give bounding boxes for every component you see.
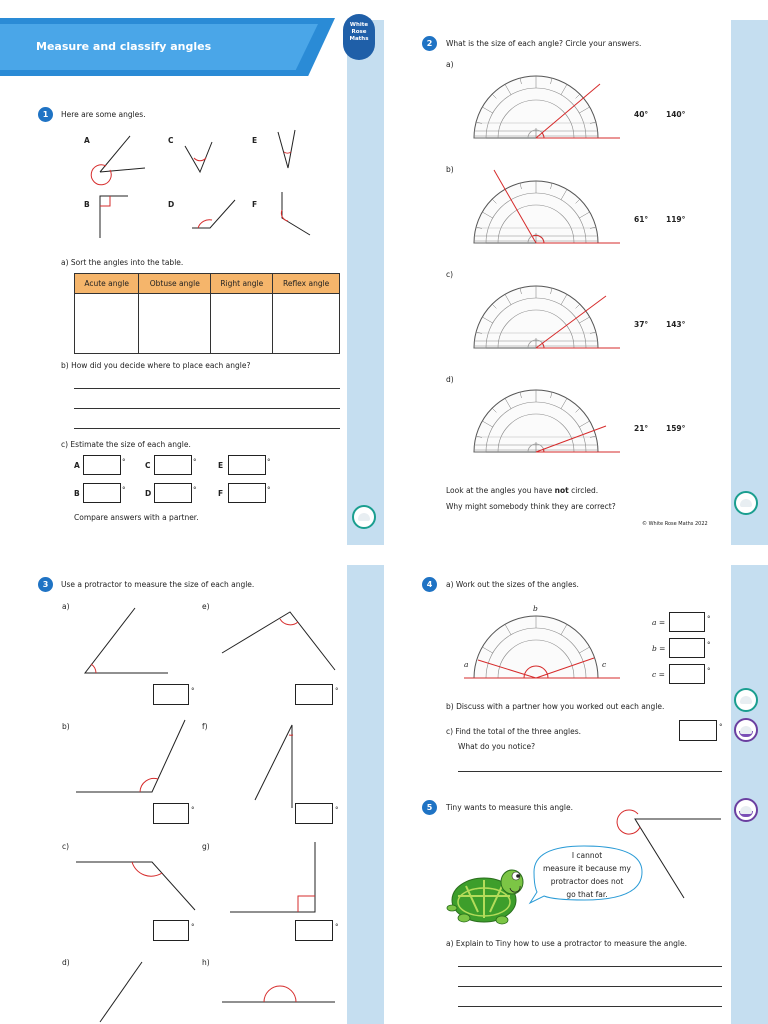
answer-box-c[interactable]	[153, 920, 189, 941]
diagram-label-a: a	[464, 660, 469, 669]
speech-text: I cannot measure it because my protractor does not go that far.	[542, 851, 631, 899]
degree-symbol: °	[191, 687, 195, 695]
page-title: Measure and classify angles	[36, 40, 212, 53]
question-number-1: 1	[38, 107, 53, 122]
q2-part-label: a)	[446, 60, 454, 69]
q4-part-a: a) Work out the sizes of the angles.	[446, 580, 579, 589]
q3-label-h: h)	[202, 958, 210, 967]
q1-part-c: c) Estimate the size of each angle.	[61, 440, 191, 449]
q2-part-label: b)	[446, 165, 454, 174]
protractor-diagrams	[384, 0, 768, 545]
q5-intro: Tiny wants to measure this angle.	[446, 803, 573, 812]
angle-label-e: E	[252, 136, 258, 145]
question-number-5: 5	[422, 800, 437, 815]
angle-label-c: C	[168, 136, 174, 145]
answer-line[interactable]	[458, 966, 722, 967]
estimate-box-d[interactable]	[154, 483, 192, 503]
degree-symbol: °	[193, 486, 197, 494]
discussion-badge-icon	[352, 505, 376, 529]
angle-label-d: D	[168, 200, 175, 209]
q3-label-c: c)	[62, 842, 70, 851]
degree-symbol: °	[193, 458, 197, 466]
angle-label-a: A	[84, 136, 90, 145]
degree-symbol: °	[267, 486, 271, 494]
q5-part-a: a) Explain to Tiny how to use a protractor to measure the angle.	[446, 939, 687, 948]
q4-part-b: b) Discuss with a partner how you worked out each angle.	[446, 702, 665, 711]
table-header-obtuse: Obtuse angle	[139, 274, 211, 294]
q3-label-d: d)	[62, 958, 70, 967]
estimate-box-a[interactable]	[83, 455, 121, 475]
ans-label-a: a =	[652, 618, 666, 627]
q3-label-b: b)	[62, 722, 70, 731]
table-cell-obtuse[interactable]	[139, 294, 211, 354]
table-cell-right[interactable]	[211, 294, 273, 354]
answer-line[interactable]	[74, 388, 340, 389]
worksheet-page-1	[0, 0, 384, 545]
diagram-label-c: c	[602, 660, 607, 669]
answer-line[interactable]	[74, 428, 340, 429]
degree-symbol: °	[122, 486, 126, 494]
estimate-box-b[interactable]	[83, 483, 121, 503]
q4-part-c: c) Find the total of the three angles.	[446, 727, 582, 736]
q2-part-label: c)	[446, 270, 454, 279]
answer-line[interactable]	[458, 1006, 722, 1007]
answer-box-e[interactable]	[295, 684, 333, 705]
estimate-box-c[interactable]	[154, 455, 192, 475]
degree-symbol: °	[335, 687, 339, 695]
q2-intro: What is the size of each angle? Circle your answers.	[446, 39, 642, 48]
q3-label-a: a)	[62, 602, 70, 611]
answer-box-g[interactable]	[295, 920, 333, 941]
q3-label-f: f)	[202, 722, 208, 731]
option-2[interactable]: 159°	[666, 424, 686, 433]
answer-box-a[interactable]	[153, 684, 189, 705]
degree-symbol: °	[191, 806, 195, 814]
compare-text: Compare answers with a partner.	[74, 513, 199, 522]
tiny-tortoise-icon	[447, 870, 523, 924]
angle-label-f: F	[252, 200, 258, 209]
q3-angle-diagrams	[0, 560, 384, 1024]
estimate-box-f[interactable]	[228, 483, 266, 503]
degree-symbol: °	[335, 806, 339, 814]
table-cell-acute[interactable]	[75, 294, 139, 354]
copyright: © White Rose Maths 2022	[642, 521, 708, 527]
q2-part-label: d)	[446, 375, 454, 384]
degree-symbol: °	[191, 923, 195, 931]
estimate-label-a: A	[74, 461, 80, 470]
degree-symbol: °	[267, 458, 271, 466]
ans-label-b: b =	[652, 644, 666, 653]
q3-label-g: g)	[202, 842, 210, 851]
worksheet-page-4	[384, 560, 768, 1024]
table-header-reflex: Reflex angle	[273, 274, 340, 294]
estimate-label-e: E	[218, 461, 224, 470]
estimate-label-f: F	[218, 489, 224, 498]
q5-angle-and-tiny	[384, 560, 768, 1024]
q1-intro: Here are some angles.	[61, 110, 146, 119]
discussion-badge-icon	[734, 491, 758, 515]
table-header-right: Right angle	[211, 274, 273, 294]
notice-text: What do you notice?	[458, 742, 536, 751]
estimate-label-d: D	[145, 489, 152, 498]
look-text: Look at the angles you have not circled.	[446, 486, 599, 495]
degree-symbol: °	[707, 667, 711, 675]
estimate-label-c: C	[145, 461, 151, 470]
worksheet-page-2	[384, 0, 768, 545]
answer-box-b[interactable]	[153, 803, 189, 824]
option-2[interactable]: 140°	[666, 110, 686, 119]
degree-symbol: °	[719, 723, 723, 731]
option-1[interactable]: 37°	[634, 320, 649, 329]
option-1[interactable]: 61°	[634, 215, 649, 224]
q3-label-e: e)	[202, 602, 210, 611]
ans-label-c: c =	[652, 670, 665, 679]
table-cell-reflex[interactable]	[273, 294, 340, 354]
answer-line[interactable]	[74, 408, 340, 409]
angle-label-b: B	[84, 200, 90, 209]
sort-table	[74, 273, 340, 354]
estimate-box-e[interactable]	[228, 455, 266, 475]
worksheet-page-3	[0, 560, 384, 1024]
why-text: Why might somebody think they are correct?	[446, 502, 616, 511]
option-1[interactable]: 40°	[634, 110, 649, 119]
question-number-4: 4	[422, 577, 437, 592]
degree-symbol: °	[335, 923, 339, 931]
q3-intro: Use a protractor to measure the size of each angle.	[61, 580, 255, 589]
q1-part-b: b) How did you decide where to place each angle?	[61, 361, 251, 370]
diagram-label-b: b	[533, 604, 538, 613]
answer-box-f[interactable]	[295, 803, 333, 824]
option-2[interactable]: 119°	[666, 215, 686, 224]
degree-symbol: °	[122, 458, 126, 466]
white-rose-logo: White Rose Maths	[343, 14, 375, 60]
q1-part-a: a) Sort the angles into the table.	[61, 258, 184, 267]
option-2[interactable]: 143°	[666, 320, 686, 329]
option-1[interactable]: 21°	[634, 424, 649, 433]
question-number-3: 3	[38, 577, 53, 592]
answer-line[interactable]	[458, 986, 722, 987]
estimate-label-b: B	[74, 489, 80, 498]
table-header-acute: Acute angle	[75, 274, 139, 294]
degree-symbol: °	[707, 615, 711, 623]
question-number-2: 2	[422, 36, 437, 51]
degree-symbol: °	[707, 641, 711, 649]
